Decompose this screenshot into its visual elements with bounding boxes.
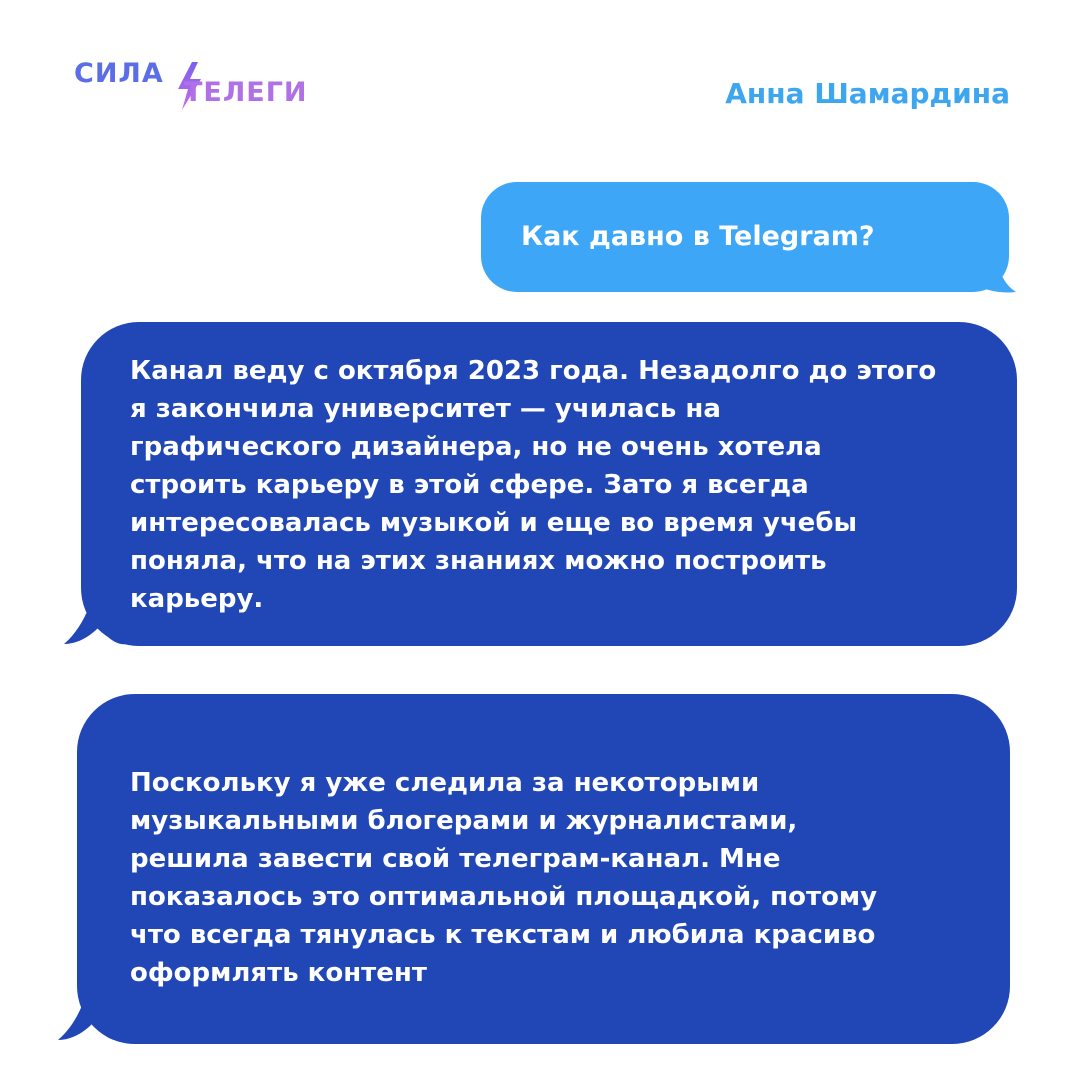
question-text: Как давно в Telegram? [521,221,875,252]
logo-word-sila: СИЛА [74,58,164,89]
question-bubble [481,182,1009,292]
answer-text-1: Канал веду с октября 2023 года. Незадолго до этого я закончила университет — училась на графического дизайнера, но не очень хотела строить карьеру в этой сфере. Зато я всегда интересовалась музыкой и еще во время учебы поняла, что на этих знаниях можно построить карьеру. [130,356,937,614]
answer-text-2: Поскольку я уже следила за некоторыми музыкальными блогерами и журналистами, решила завести свой телеграм-канал. Мне показалось это оптимальной площадкой, потому что всегда тянулась к текстам и любила красиво оформлять контент [130,768,878,988]
author-name: Анна Шамардина [725,77,1010,110]
logo-word-telegi: ТЕЛЕГИ [184,77,308,108]
brand-logo [74,58,334,114]
